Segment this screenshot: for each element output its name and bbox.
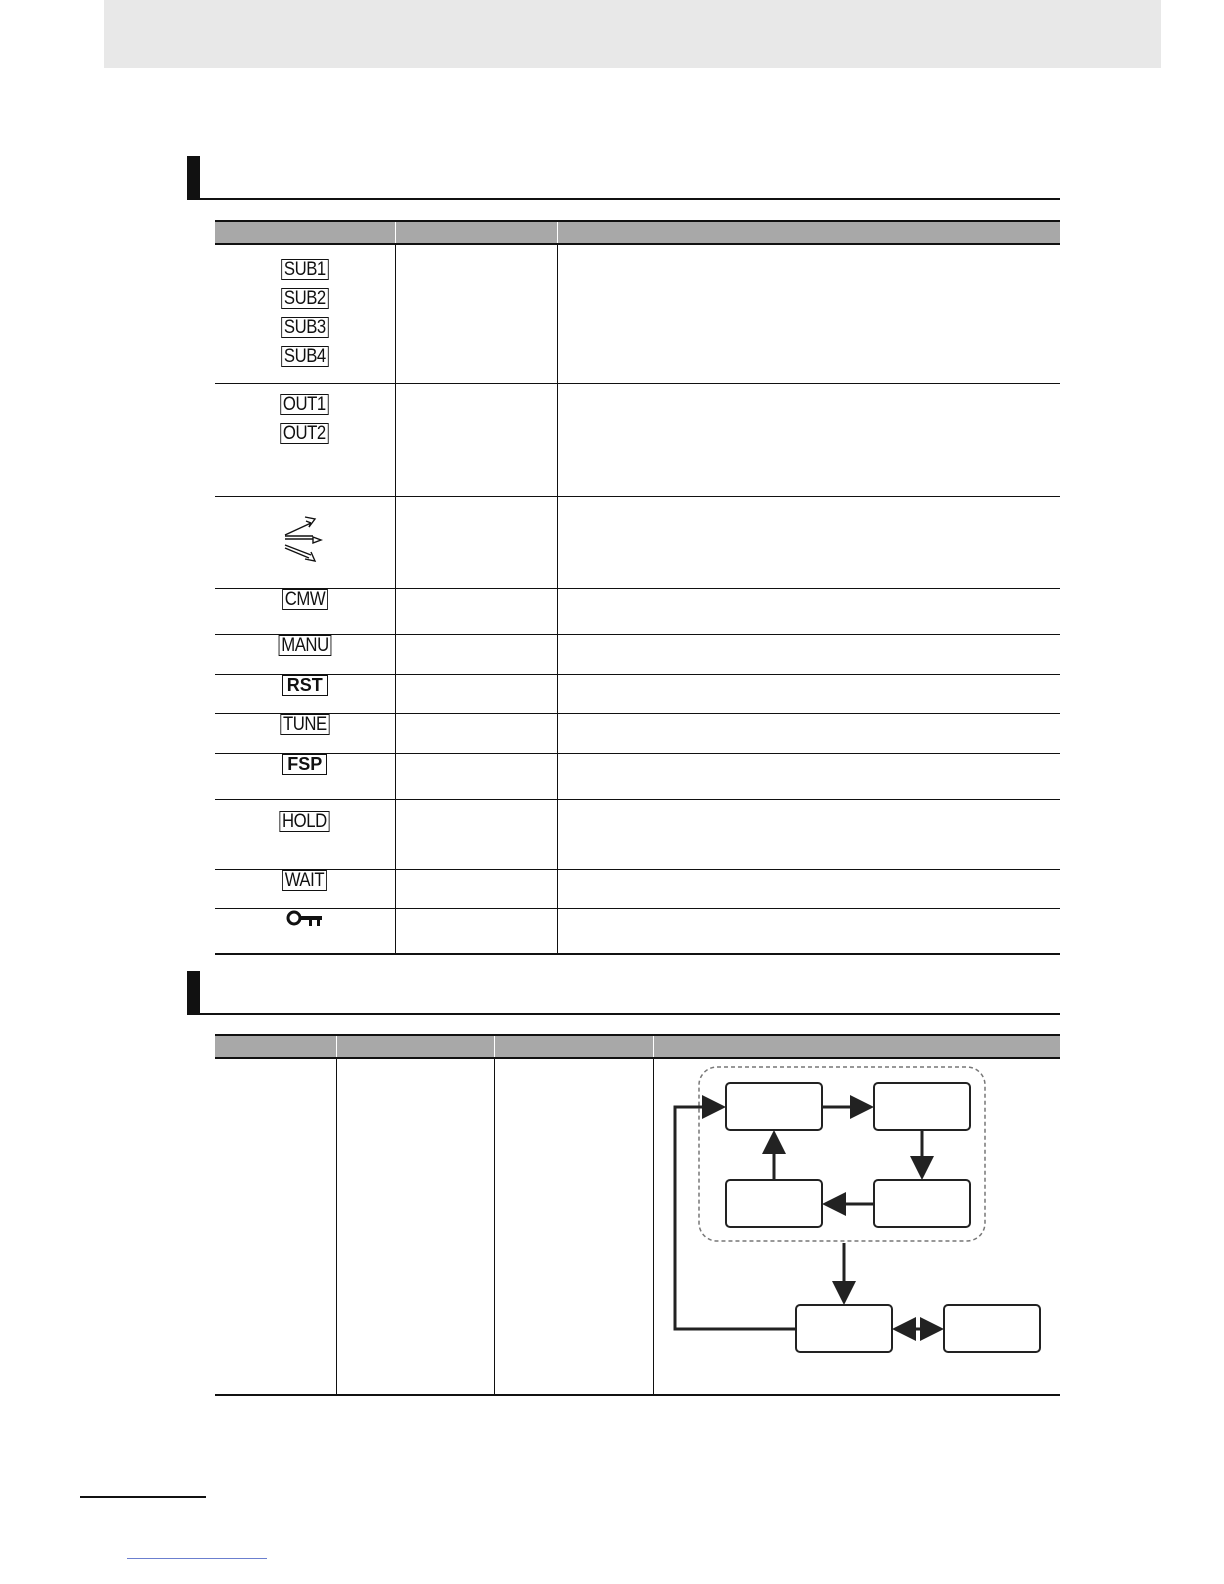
state-box [874,1180,970,1227]
footer-link-underline[interactable] [127,1558,267,1559]
page-header-band [104,0,1161,68]
indicator-hold: HOLD [280,811,330,832]
table-row [215,496,1060,588]
table-row [215,383,1060,496]
table-header-row [215,221,1060,244]
state-transition-diagram [654,1059,1060,1389]
state-box [944,1305,1040,1352]
section-heading-states [187,971,1060,1015]
key-icon [285,909,325,929]
indicator-cmw: CMW [282,589,328,610]
table-row [215,674,1060,713]
table-row [215,869,1060,908]
communication-arrows-icon [275,509,335,569]
table-row [215,1058,1060,1395]
state-box [726,1180,822,1227]
table-row [215,908,1060,954]
table-row [215,244,1060,383]
table-row [215,753,1060,799]
table-row [215,634,1060,674]
section-marker [187,971,200,1013]
indicator-table [215,220,1060,955]
indicator-sub4: SUB4 [281,346,328,367]
table-row [215,799,1060,869]
indicator-sub3: SUB3 [281,317,328,338]
indicator-sub1: SUB1 [281,259,328,280]
indicator-manu: MANU [278,635,331,656]
indicator-wait: WAIT [282,870,327,891]
indicator-out1: OUT1 [281,394,329,415]
table-row [215,588,1060,634]
section-heading-indicators [187,156,1060,200]
indicator-tune: TUNE [280,714,329,735]
state-box [726,1083,822,1130]
table-row [215,713,1060,753]
section-marker [187,156,200,198]
indicator-fsp: FSP [282,754,327,775]
state-table [215,1034,1060,1396]
table-header-row [215,1035,1060,1058]
footer-rule [80,1496,206,1498]
state-box [874,1083,970,1130]
indicator-out2: OUT2 [281,423,329,444]
indicator-rst: RST [282,675,328,696]
state-box [796,1305,892,1352]
indicator-sub2: SUB2 [281,288,328,309]
